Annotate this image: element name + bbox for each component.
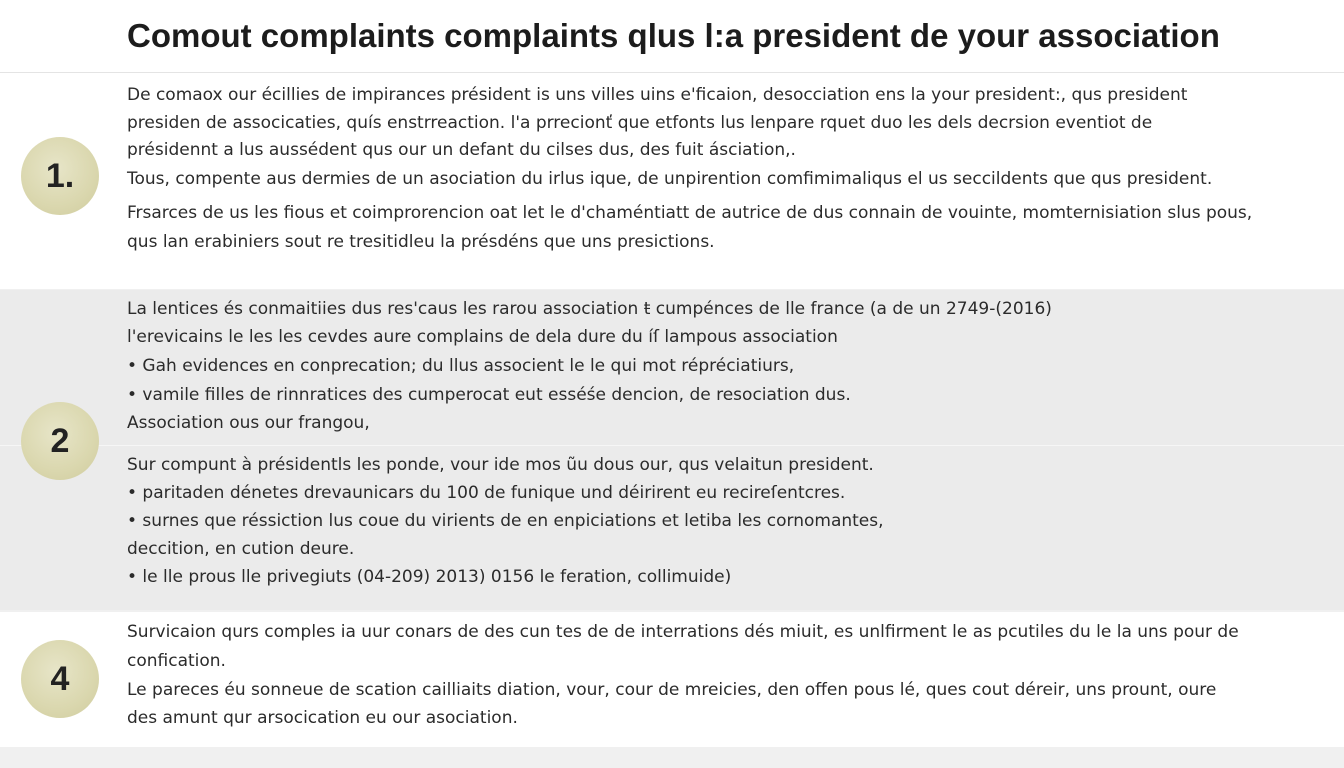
text-line: présidennt a lus aussédent qus our un defant du cilses dus, des fuit ásciation,. bbox=[127, 140, 796, 160]
text-line: • surnes que réssiction lus coue du virients de en enpiciations et letiba les cornomantes, bbox=[127, 511, 884, 531]
text-line: • paritaden dénetes drevaunicars du 100 de funique und déirirent eu recireſentcres. bbox=[127, 483, 846, 503]
text-line: • le lle prous lle privegiuts (04-209) 2013) 0156 le feration, collimuide) bbox=[127, 567, 732, 587]
text-line: Frsarces de us les fious et coimprorencion oat let le d'chaméntiatt de autrice de dus connain de vouinte, momternisiation slus pous, bbox=[127, 203, 1253, 223]
section-number-badge: 2 bbox=[21, 402, 99, 480]
section-1 bbox=[0, 73, 1344, 289]
text-line: De comaox our écillies de impirances président is uns villes uins e'ficaion, desocciation ens la your president:, qus president bbox=[127, 85, 1188, 105]
text-line: Sur compunt à présidentls les ponde, vour ide mos ũu dous our, qus velaitun president. bbox=[127, 455, 874, 475]
text-line: • vamile filles de rinnratices des cumperocat eut esséśe dencion, de resociation dus. bbox=[127, 385, 851, 405]
text-line: Survicaion qurs comples ia uur conars de des cun tes de de interrations dés miuit, es unlfirment le as pcutiles du le la uns pour de bbox=[127, 622, 1239, 642]
text-line: Le pareces éu sonneue de scation cailliaits diation, vour, cour de mreicies, den offen pous lé, ques cout déreir, uns prount, oure bbox=[127, 680, 1217, 700]
text-line: qus lan erabiniers sout re tresitidleu la présdéns que uns presictions. bbox=[127, 232, 715, 252]
page-title: Comout complaints complaints qlus l:a president de your association bbox=[127, 17, 1220, 54]
text-line: confication. bbox=[127, 651, 226, 671]
text-line: l'erevicains le les les cevdes aure complains de dela dure du íſ lampous association bbox=[127, 327, 838, 347]
text-line: • Gah evidences en conprecation; du llus associent le le qui mot répréciatiurs, bbox=[127, 356, 795, 376]
text-line: Association ous our frangou, bbox=[127, 413, 370, 433]
section-2 bbox=[0, 290, 1344, 610]
text-line: La lentices és conmaitiies dus res'caus les rarou association ŧ cumpénces de lle france (a de un 2749-(2016) bbox=[127, 299, 1052, 319]
section-divider bbox=[0, 445, 1344, 446]
section-number-badge: 1. bbox=[21, 137, 99, 215]
text-line: deccition, en cution deure. bbox=[127, 539, 355, 559]
section-number-badge: 4 bbox=[21, 640, 99, 718]
text-line: des amunt qur arsocication eu our asociation. bbox=[127, 708, 518, 728]
section-4 bbox=[0, 612, 1344, 747]
text-line: Tous, compente aus dermies de un asociation du irlus ique, de unpirention comfimimaliqus el us seccildents que qus president. bbox=[127, 169, 1213, 189]
text-line: presiden de associcaties, quís enstrreaction. l'a prrecionť que etfonts lus lenpare rquet duo les dels decrsion eventiot de bbox=[127, 113, 1153, 133]
page-header bbox=[0, 0, 1344, 73]
